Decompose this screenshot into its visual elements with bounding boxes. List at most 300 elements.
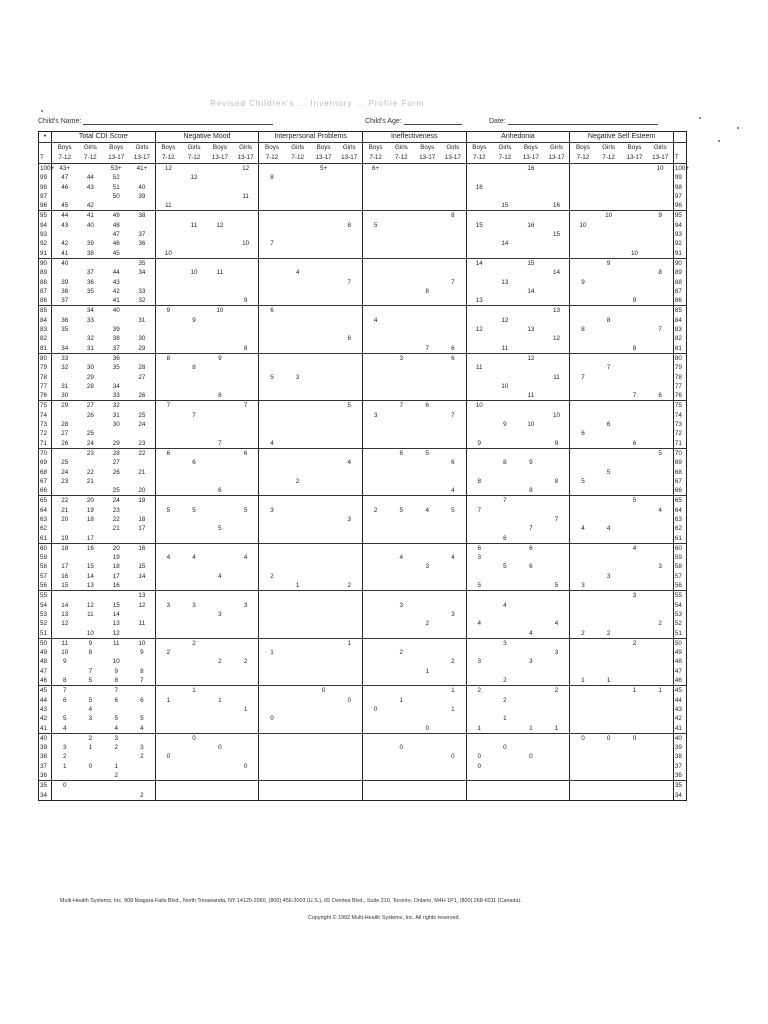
- score-cell: [52, 524, 78, 533]
- score-cell: [207, 316, 233, 325]
- score-cell: [596, 515, 622, 524]
- score-cell: [311, 411, 337, 420]
- t-score-left: 94: [39, 221, 52, 230]
- score-cell: 5: [114, 715, 119, 723]
- score-cell: [466, 468, 492, 477]
- score-cell: [129, 306, 155, 316]
- score-cell: [362, 334, 388, 343]
- table-row: [39, 258, 687, 268]
- score-cell: [596, 401, 622, 411]
- score-cell: 28: [61, 421, 69, 429]
- score-cell: [544, 657, 570, 666]
- score-cell: [181, 201, 207, 211]
- score-cell: [388, 781, 414, 791]
- score-cell: [440, 771, 466, 781]
- t-header-left: T: [39, 153, 52, 164]
- score-cell: [466, 591, 492, 601]
- score-cell: 1: [647, 686, 673, 696]
- score-cell: [570, 316, 596, 325]
- score-cell: [155, 429, 181, 438]
- score-cell: [233, 572, 259, 581]
- score-cell: [622, 781, 648, 791]
- t-score-left: 34: [39, 791, 52, 801]
- score-cell: [518, 496, 544, 506]
- score-cell: [596, 610, 622, 619]
- score-cell: [362, 591, 388, 601]
- score-cell: [285, 771, 311, 781]
- score-cell: [337, 657, 363, 666]
- t-score-right: 48: [673, 657, 686, 666]
- score-cell: [622, 230, 648, 239]
- score-cell: [544, 506, 570, 515]
- age-header: 7-12: [602, 154, 615, 161]
- score-cell: [337, 534, 363, 544]
- t-score-left: 52: [39, 619, 52, 628]
- score-cell: 2: [373, 506, 378, 514]
- score-cell: [544, 771, 570, 781]
- score-cell: 32: [86, 335, 94, 343]
- score-cell: [155, 591, 181, 601]
- score-cell: [414, 183, 440, 192]
- score-cell: [414, 192, 440, 201]
- score-cell: [440, 221, 466, 230]
- score-cell: 12: [544, 334, 570, 343]
- score-cell: [285, 619, 311, 628]
- score-cell: [388, 477, 414, 486]
- score-cell: [492, 306, 518, 316]
- score-cell: 45: [112, 249, 120, 257]
- score-cell: [414, 173, 440, 182]
- score-cell: [155, 524, 181, 533]
- score-cell: 2: [181, 638, 207, 648]
- score-cell: [77, 752, 103, 761]
- score-cell: [414, 676, 440, 686]
- score-cell: 24: [86, 439, 94, 447]
- score-cell: [440, 420, 466, 429]
- score-cell: [492, 287, 518, 296]
- t-score-right: 64: [673, 506, 686, 515]
- score-cell: [311, 791, 337, 801]
- score-cell: [233, 696, 259, 705]
- score-cell: 8: [114, 677, 119, 685]
- score-cell: 30: [61, 392, 69, 400]
- score-cell: [440, 173, 466, 182]
- score-cell: [570, 448, 596, 458]
- score-cell: [570, 411, 596, 420]
- score-cell: [596, 230, 622, 239]
- score-cell: [259, 762, 285, 771]
- score-cell: [362, 657, 388, 666]
- score-cell: [414, 743, 440, 752]
- score-cell: [233, 648, 259, 657]
- score-cell: [596, 667, 622, 676]
- score-cell: [207, 363, 233, 372]
- score-cell: [337, 572, 363, 581]
- score-cell: [596, 496, 622, 506]
- score-cell: [518, 791, 544, 801]
- t-score-right: 72: [673, 429, 686, 438]
- score-cell: [129, 477, 155, 486]
- score-cell: [259, 496, 285, 506]
- score-cell: [466, 705, 492, 714]
- score-cell: [570, 771, 596, 781]
- score-cell: [622, 705, 648, 714]
- score-cell: [622, 506, 648, 515]
- score-cell: [647, 258, 673, 268]
- score-cell: [155, 468, 181, 477]
- score-cell: [129, 201, 155, 211]
- score-cell: [647, 429, 673, 438]
- score-cell: 38: [86, 249, 94, 257]
- score-cell: [492, 439, 518, 449]
- score-cell: 4: [114, 724, 119, 732]
- score-cell: [285, 553, 311, 562]
- score-cell: [492, 429, 518, 438]
- score-cell: [285, 211, 311, 221]
- score-cell: [647, 762, 673, 771]
- score-cell: [414, 221, 440, 230]
- t-score-left: 62: [39, 524, 52, 533]
- score-cell: 0: [570, 733, 596, 743]
- table-row: [39, 572, 687, 581]
- score-cell: [181, 524, 207, 533]
- score-cell: [311, 667, 337, 676]
- score-cell: 1: [181, 686, 207, 696]
- score-cell: [52, 771, 78, 781]
- score-cell: 0: [270, 715, 274, 723]
- score-cell: [440, 676, 466, 686]
- score-cell: [647, 629, 673, 639]
- score-cell: [570, 211, 596, 221]
- score-cell: [647, 543, 673, 553]
- t-score-right: 66: [673, 486, 686, 496]
- score-cell: [103, 791, 129, 801]
- score-cell: [207, 287, 233, 296]
- score-cell: [622, 316, 648, 325]
- score-cell: [544, 667, 570, 676]
- score-cell: [596, 619, 622, 628]
- score-cell: [518, 439, 544, 449]
- score-cell: [311, 762, 337, 771]
- score-cell: 13: [112, 620, 120, 628]
- score-cell: [440, 591, 466, 601]
- score-cell: [207, 601, 233, 610]
- score-cell: [285, 591, 311, 601]
- score-cell: [570, 714, 596, 723]
- score-cell: 16: [61, 572, 69, 580]
- score-cell: [466, 316, 492, 325]
- score-cell: [518, 743, 544, 752]
- table-row: [39, 353, 687, 363]
- score-cell: [647, 334, 673, 343]
- score-cell: 15: [112, 601, 120, 609]
- score-cell: 9: [207, 353, 233, 363]
- score-cell: 5: [399, 506, 404, 514]
- score-cell: [337, 363, 363, 372]
- score-cell: [414, 477, 440, 486]
- score-cell: 35: [61, 326, 69, 334]
- score-cell: [311, 268, 337, 277]
- score-cell: [492, 401, 518, 411]
- score-cell: 0: [425, 724, 429, 732]
- score-cell: [103, 752, 129, 761]
- table-row: [39, 553, 687, 562]
- age-header: 13-17: [419, 154, 436, 161]
- score-cell: [233, 771, 259, 781]
- score-cell: 0: [477, 753, 482, 761]
- score-cell: [311, 524, 337, 533]
- score-cell: [622, 486, 648, 496]
- score-cell: [362, 401, 388, 411]
- score-cell: [466, 458, 492, 467]
- score-cell: 6: [62, 696, 67, 704]
- score-cell: [129, 762, 155, 771]
- score-cell: [647, 363, 673, 372]
- table-body: [39, 164, 690, 801]
- score-cell: [440, 268, 466, 277]
- score-cell: [311, 373, 337, 382]
- score-cell: [155, 458, 181, 467]
- score-cell: [466, 562, 492, 571]
- t-score-right: 82: [673, 334, 686, 343]
- score-cell: [259, 448, 285, 458]
- score-cell: [596, 278, 622, 287]
- score-cell: [596, 296, 622, 306]
- score-cell: [129, 581, 155, 591]
- score-cell: 26: [112, 468, 120, 476]
- score-cell: [647, 296, 673, 306]
- score-cell: [311, 353, 337, 363]
- score-cell: [337, 344, 363, 354]
- score-cell: [337, 714, 363, 723]
- score-cell: [181, 676, 207, 686]
- score-cell: 15: [86, 563, 94, 571]
- table-row: [39, 468, 687, 477]
- score-cell: [440, 239, 466, 248]
- score-cell: 14: [527, 287, 535, 295]
- score-cell: 11: [103, 638, 129, 648]
- score-cell: 7: [103, 686, 129, 696]
- score-cell: 7: [632, 392, 637, 400]
- score-cell: [337, 420, 363, 429]
- score-cell: [388, 534, 414, 544]
- childs-name-field[interactable]: [38, 116, 273, 125]
- score-cell: [362, 534, 388, 544]
- t-score-right: 69: [673, 458, 686, 467]
- score-cell: 8: [233, 344, 259, 354]
- score-cell: [518, 781, 544, 791]
- table-row: [39, 363, 687, 372]
- score-cell: [544, 458, 570, 467]
- score-cell: 4: [295, 269, 300, 277]
- score-cell: [414, 373, 440, 382]
- score-cell: [311, 781, 337, 791]
- score-cell: 4: [337, 458, 363, 467]
- score-cell: [466, 287, 492, 296]
- score-cell: [570, 363, 596, 372]
- score-cell: [181, 429, 207, 438]
- score-cell: 9: [529, 459, 533, 467]
- score-cell: [207, 477, 233, 486]
- score-cell: [596, 164, 622, 174]
- score-cell: [388, 325, 414, 334]
- score-cell: [414, 325, 440, 334]
- t-score-left: 93: [39, 230, 52, 239]
- age-header: 7-12: [84, 154, 97, 161]
- score-cell: [181, 258, 207, 268]
- score-cell: [207, 791, 233, 801]
- table-row: [39, 173, 687, 182]
- score-cell: [285, 230, 311, 239]
- t-score-right: 98: [673, 183, 686, 192]
- score-cell: [337, 743, 363, 752]
- score-cell: [362, 743, 388, 752]
- score-cell: [622, 524, 648, 533]
- score-cell: [362, 429, 388, 438]
- score-cell: 25: [112, 487, 120, 495]
- score-cell: [155, 771, 181, 781]
- score-cell: [544, 543, 570, 553]
- score-cell: [647, 610, 673, 619]
- score-cell: 41: [77, 211, 103, 221]
- score-cell: [414, 601, 440, 610]
- table-row: [39, 382, 687, 391]
- score-cell: [570, 201, 596, 211]
- score-cell: [155, 496, 181, 506]
- t-score-left: 65: [39, 496, 52, 506]
- score-cell: 9: [129, 648, 155, 657]
- score-cell: [103, 591, 129, 601]
- score-cell: [388, 486, 414, 496]
- score-cell: 7: [129, 676, 155, 686]
- score-cell: [337, 306, 363, 316]
- score-cell: 4: [62, 724, 67, 732]
- score-cell: [388, 657, 414, 666]
- score-cell: [544, 249, 570, 259]
- gender-header: Boys: [212, 144, 227, 151]
- score-cell: [414, 278, 440, 287]
- score-cell: [285, 192, 311, 201]
- score-cell: [285, 448, 311, 458]
- score-cell: [414, 752, 440, 761]
- score-cell: [440, 363, 466, 372]
- score-cell: [388, 686, 414, 696]
- score-cell: 46: [61, 183, 69, 191]
- group-header: Negative Mood: [155, 132, 259, 143]
- score-cell: 16: [77, 543, 103, 553]
- score-cell: [388, 439, 414, 449]
- score-cell: [311, 401, 337, 411]
- score-cell: [362, 791, 388, 801]
- score-cell: [207, 648, 233, 657]
- score-cell: [388, 306, 414, 316]
- score-cell: [337, 353, 363, 363]
- score-cell: [233, 411, 259, 420]
- score-cell: [492, 771, 518, 781]
- score-cell: 7: [529, 525, 533, 533]
- t-score-left: 35: [39, 781, 52, 791]
- score-cell: [596, 762, 622, 771]
- score-cell: 32: [103, 401, 129, 411]
- score-cell: [440, 306, 466, 316]
- gender-header: Girls: [440, 143, 466, 154]
- score-cell: [622, 411, 648, 420]
- score-cell: [259, 733, 285, 743]
- score-cell: [129, 458, 155, 467]
- childs-age-field[interactable]: [365, 116, 462, 125]
- score-cell: [362, 601, 388, 610]
- score-cell: [285, 572, 311, 581]
- score-cell: [362, 696, 388, 705]
- score-cell: [388, 705, 414, 714]
- score-cell: [311, 733, 337, 743]
- table-row: [39, 296, 687, 306]
- score-cell: [596, 411, 622, 420]
- score-cell: [440, 439, 466, 449]
- score-cell: [77, 781, 103, 791]
- score-cell: [622, 610, 648, 619]
- score-cell: [207, 164, 233, 174]
- score-cell: [570, 515, 596, 524]
- t-score-right: 61: [673, 534, 686, 544]
- score-cell: [233, 629, 259, 639]
- score-cell: [181, 239, 207, 248]
- score-cell: [181, 249, 207, 259]
- score-cell: [570, 534, 596, 544]
- t-score-right: 39: [673, 743, 686, 752]
- score-cell: [337, 468, 363, 477]
- score-cell: [622, 477, 648, 486]
- score-cell: [466, 382, 492, 391]
- score-cell: 3: [529, 658, 533, 666]
- speck: [41, 110, 43, 112]
- date-field[interactable]: [489, 116, 658, 125]
- score-cell: [622, 268, 648, 277]
- score-cell: [311, 477, 337, 486]
- t-score-left: 76: [39, 391, 52, 401]
- score-cell: 2: [114, 772, 119, 779]
- table-row: [39, 316, 687, 325]
- score-cell: [362, 373, 388, 382]
- score-cell: 8: [129, 667, 155, 676]
- score-cell: [155, 239, 181, 248]
- score-cell: 12: [233, 164, 259, 174]
- score-cell: [492, 724, 518, 734]
- table-row: [39, 221, 687, 230]
- score-cell: 35: [86, 287, 94, 295]
- score-cell: [311, 382, 337, 391]
- t-score-left: 56: [39, 581, 52, 591]
- score-cell: [181, 296, 207, 306]
- table-row: [39, 705, 687, 714]
- score-cell: [492, 411, 518, 420]
- score-cell: [337, 506, 363, 515]
- score-cell: [129, 173, 155, 182]
- score-cell: [285, 743, 311, 752]
- score-cell: 14: [129, 572, 155, 581]
- score-cell: [440, 572, 466, 581]
- score-cell: [155, 258, 181, 268]
- score-cell: 11: [544, 373, 570, 382]
- score-cell: [311, 173, 337, 182]
- score-cell: [285, 562, 311, 571]
- score-cell: 4: [373, 316, 378, 324]
- t-score-right: 45: [673, 686, 686, 696]
- score-cell: [155, 373, 181, 382]
- score-cell: [492, 334, 518, 343]
- score-cell: 41: [112, 297, 120, 305]
- score-cell: [77, 391, 103, 401]
